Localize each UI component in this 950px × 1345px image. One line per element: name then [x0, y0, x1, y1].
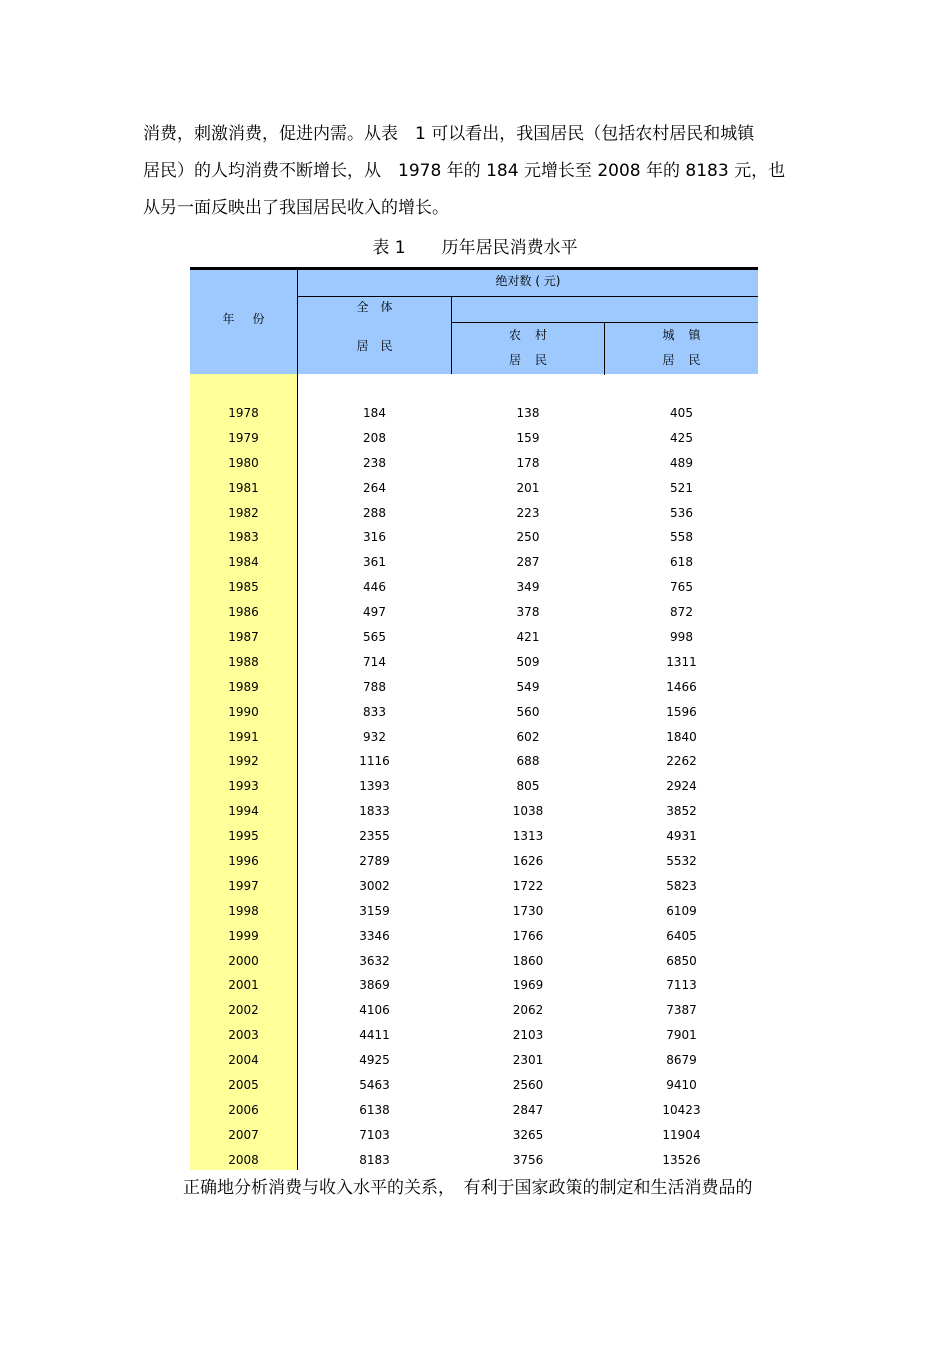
table-row [190, 726, 758, 751]
all-residents-cell: 288 [363, 505, 386, 520]
all-residents-label-1: 全体 [356, 300, 405, 314]
table-row [190, 427, 758, 452]
all-residents-cell: 208 [363, 430, 386, 445]
table-row [190, 875, 758, 900]
year-cell: 2008 [228, 1152, 259, 1167]
rural-residents-cell: 3756 [512, 1152, 544, 1167]
year-cell: 1998 [228, 903, 259, 918]
all-residents-cell: 361 [363, 555, 386, 570]
table-rows [190, 402, 758, 1174]
table-row [190, 750, 758, 775]
year-cell: 1979 [228, 430, 259, 445]
table-row [190, 950, 758, 975]
rural-residents-cell: 1313 [512, 829, 544, 844]
year-cell: 2005 [228, 1078, 259, 1093]
urban-residents-cell: 998 [670, 630, 693, 645]
table-row [190, 1099, 758, 1124]
urban-residents-cell: 872 [670, 605, 693, 620]
rural-residents-cell: 2062 [512, 1003, 544, 1018]
urban-residents-cell: 405 [670, 406, 693, 420]
rural-residents-cell: 549 [516, 679, 540, 694]
year-cell: 1996 [228, 854, 259, 869]
year-cell: 1989 [228, 679, 259, 694]
all-residents-cell: 8183 [359, 1152, 390, 1167]
table-row [190, 626, 758, 651]
all-residents-cell: 714 [363, 654, 386, 669]
rural-residents-label-1: 农村 [508, 328, 561, 342]
table-row [190, 800, 758, 825]
all-residents-cell: 5463 [359, 1078, 390, 1093]
urban-residents-cell: 6850 [666, 953, 697, 968]
all-residents-cell: 7103 [359, 1127, 390, 1142]
year-cell: 1991 [228, 729, 259, 744]
table-row [190, 701, 758, 726]
year-cell: 1984 [228, 555, 259, 570]
rural-residents-cell: 349 [516, 580, 540, 595]
intro-line: 居民）的人均消费不断增长，从 1978 年的 184 元增长至 2008 年的 8183 元，也 [143, 161, 786, 181]
rural-residents-cell: 602 [516, 729, 540, 744]
rural-residents-cell: 2301 [512, 1053, 544, 1068]
urban-residents-cell: 11904 [662, 1127, 701, 1142]
year-cell: 1997 [228, 878, 259, 893]
rural-residents-cell: 1626 [512, 854, 544, 869]
year-cell: 1988 [228, 654, 259, 669]
year-cell: 2007 [228, 1127, 259, 1142]
all-residents-cell: 4411 [359, 1028, 390, 1043]
all-residents-cell: 565 [363, 630, 386, 645]
year-cell: 2001 [228, 978, 259, 993]
intro-paragraph [143, 116, 813, 227]
all-residents-cell: 2355 [359, 829, 390, 844]
rural-residents-cell: 159 [516, 430, 540, 445]
rural-residents-cell: 805 [516, 779, 540, 794]
table-row [190, 576, 758, 601]
year-cell: 1983 [228, 530, 259, 545]
year-cell: 1992 [228, 754, 259, 769]
all-residents-cell: 497 [363, 605, 386, 620]
urban-residents-header [605, 322, 758, 375]
year-cell: 1981 [228, 480, 259, 495]
urban-residents-cell: 536 [670, 505, 693, 520]
table-row [190, 676, 758, 701]
intro-line: 消费，刺激消费，促进内需。从表 1 可以看出，我国居民（包括农村居民和城镇 [143, 124, 755, 144]
all-residents-cell: 3159 [359, 903, 390, 918]
table-row [190, 402, 758, 427]
urban-residents-cell: 10423 [662, 1102, 701, 1117]
table-row [190, 1024, 758, 1049]
intro-line: 从另一面反映出了我国居民收入的增长。 [143, 198, 449, 218]
rural-residents-cell: 1860 [512, 953, 544, 968]
year-header-label: 年份 [222, 312, 283, 326]
all-residents-cell: 3869 [359, 978, 390, 993]
rural-residents-cell: 688 [516, 754, 540, 769]
all-residents-cell: 932 [363, 729, 386, 744]
table-title: 历年居民消费水平 [441, 238, 578, 258]
urban-residents-cell: 618 [670, 555, 693, 570]
all-residents-cell: 4106 [359, 1003, 390, 1018]
table-row [190, 925, 758, 950]
table-row [190, 601, 758, 626]
year-cell: 1978 [228, 406, 259, 420]
year-cell: 1993 [228, 779, 259, 794]
table-caption [190, 233, 760, 263]
urban-residents-cell: 8679 [666, 1053, 697, 1068]
urban-residents-cell: 4931 [666, 829, 697, 844]
table-row [190, 999, 758, 1024]
table-row [190, 1074, 758, 1099]
year-cell: 1995 [228, 829, 259, 844]
year-cell: 2004 [228, 1053, 259, 1068]
urban-residents-cell: 558 [670, 530, 693, 545]
year-cell: 1985 [228, 580, 259, 595]
year-cell: 1990 [228, 704, 259, 719]
all-residents-cell: 1833 [359, 804, 390, 819]
table-row [190, 1124, 758, 1149]
year-cell: 1980 [228, 455, 259, 470]
urban-residents-cell: 1596 [666, 704, 697, 719]
all-residents-cell: 264 [363, 480, 386, 495]
table-row [190, 825, 758, 850]
urban-residents-cell: 5532 [666, 854, 697, 869]
rural-residents-cell: 2103 [512, 1028, 544, 1043]
table-row [190, 551, 758, 576]
year-cell: 1982 [228, 505, 259, 520]
table-row [190, 452, 758, 477]
urban-residents-cell: 425 [670, 430, 693, 445]
urban-residents-cell: 6109 [666, 903, 697, 918]
all-residents-label-2: 居民 [356, 339, 405, 353]
all-residents-cell: 446 [363, 580, 386, 595]
all-residents-cell: 4925 [359, 1053, 390, 1068]
urban-residents-label-2: 居民 [662, 353, 715, 367]
rural-residents-cell: 560 [516, 704, 540, 719]
table-row [190, 974, 758, 999]
urban-residents-cell: 2924 [666, 779, 697, 794]
urban-residents-cell: 1311 [666, 654, 697, 669]
year-header [190, 270, 298, 374]
rural-residents-cell: 1038 [512, 804, 544, 819]
year-cell: 1987 [228, 630, 259, 645]
all-residents-cell: 3346 [359, 928, 390, 943]
rural-residents-cell: 223 [516, 505, 540, 520]
absolute-header: 绝对数 ( 元) [298, 270, 758, 297]
table-row [190, 850, 758, 875]
rural-residents-cell: 509 [516, 654, 540, 669]
rural-residents-cell: 1730 [512, 903, 544, 918]
year-cell: 1986 [228, 605, 259, 620]
table-row [190, 651, 758, 676]
rural-residents-cell: 250 [516, 530, 540, 545]
table-row [190, 1049, 758, 1074]
rural-residents-cell: 421 [516, 630, 540, 645]
urban-residents-cell: 6405 [666, 928, 697, 943]
rural-residents-cell: 1722 [512, 878, 544, 893]
table-body [190, 374, 758, 1170]
urban-residents-cell: 7113 [666, 978, 697, 993]
all-residents-cell: 3632 [359, 953, 390, 968]
rural-residents-cell: 1969 [512, 978, 544, 993]
rural-residents-cell: 201 [516, 480, 540, 495]
all-residents-cell: 788 [363, 679, 386, 694]
year-cell: 2003 [228, 1028, 259, 1043]
all-residents-header [298, 297, 452, 374]
all-residents-cell: 833 [363, 704, 386, 719]
table-row [190, 526, 758, 551]
rural-residents-header [452, 322, 605, 375]
urban-residents-cell: 2262 [666, 754, 697, 769]
all-residents-cell: 238 [363, 455, 386, 470]
urban-residents-cell: 9410 [666, 1078, 697, 1093]
all-residents-cell: 2789 [359, 854, 390, 869]
urban-residents-cell: 7387 [666, 1003, 697, 1018]
rural-residents-cell: 2847 [512, 1102, 544, 1117]
rural-residents-cell: 3265 [512, 1127, 544, 1142]
table-row [190, 775, 758, 800]
rural-residents-cell: 2560 [512, 1078, 544, 1093]
urban-residents-cell: 765 [670, 580, 693, 595]
year-cell: 2006 [228, 1102, 259, 1117]
urban-residents-cell: 521 [670, 480, 693, 495]
year-cell: 1994 [228, 804, 259, 819]
rural-residents-cell: 287 [516, 555, 540, 570]
rural-residents-cell: 378 [516, 605, 540, 620]
urban-residents-cell: 7901 [666, 1028, 697, 1043]
rural-residents-cell: 138 [516, 406, 540, 420]
all-residents-cell: 184 [363, 406, 386, 420]
closing-paragraph: 正确地分析消费与收入水平的关系， 有利于国家政策的制定和生活消费品的 [183, 1178, 753, 1198]
all-residents-cell: 1393 [359, 779, 390, 794]
urban-residents-label-1: 城镇 [662, 328, 715, 342]
rural-residents-cell: 178 [516, 455, 540, 470]
table-number: 表 1 [372, 238, 406, 258]
urban-residents-cell: 5823 [666, 878, 697, 893]
urban-residents-cell: 1466 [666, 679, 697, 694]
table-row [190, 477, 758, 502]
consumption-table [190, 267, 760, 1170]
table-row [190, 900, 758, 925]
urban-residents-cell: 489 [670, 455, 693, 470]
urban-residents-cell: 1840 [666, 729, 697, 744]
all-residents-cell: 316 [363, 530, 386, 545]
urban-residents-cell: 13526 [662, 1152, 701, 1167]
year-cell: 2002 [228, 1003, 259, 1018]
rural-residents-label-2: 居民 [508, 353, 561, 367]
all-residents-cell: 3002 [359, 878, 390, 893]
all-residents-cell: 6138 [359, 1102, 390, 1117]
year-cell: 2000 [228, 953, 259, 968]
rural-residents-cell: 1766 [512, 928, 544, 943]
table-row [190, 502, 758, 527]
all-residents-cell: 1116 [359, 754, 390, 769]
table-header [190, 267, 758, 374]
urban-residents-cell: 3852 [666, 804, 697, 819]
year-cell: 1999 [228, 928, 259, 943]
